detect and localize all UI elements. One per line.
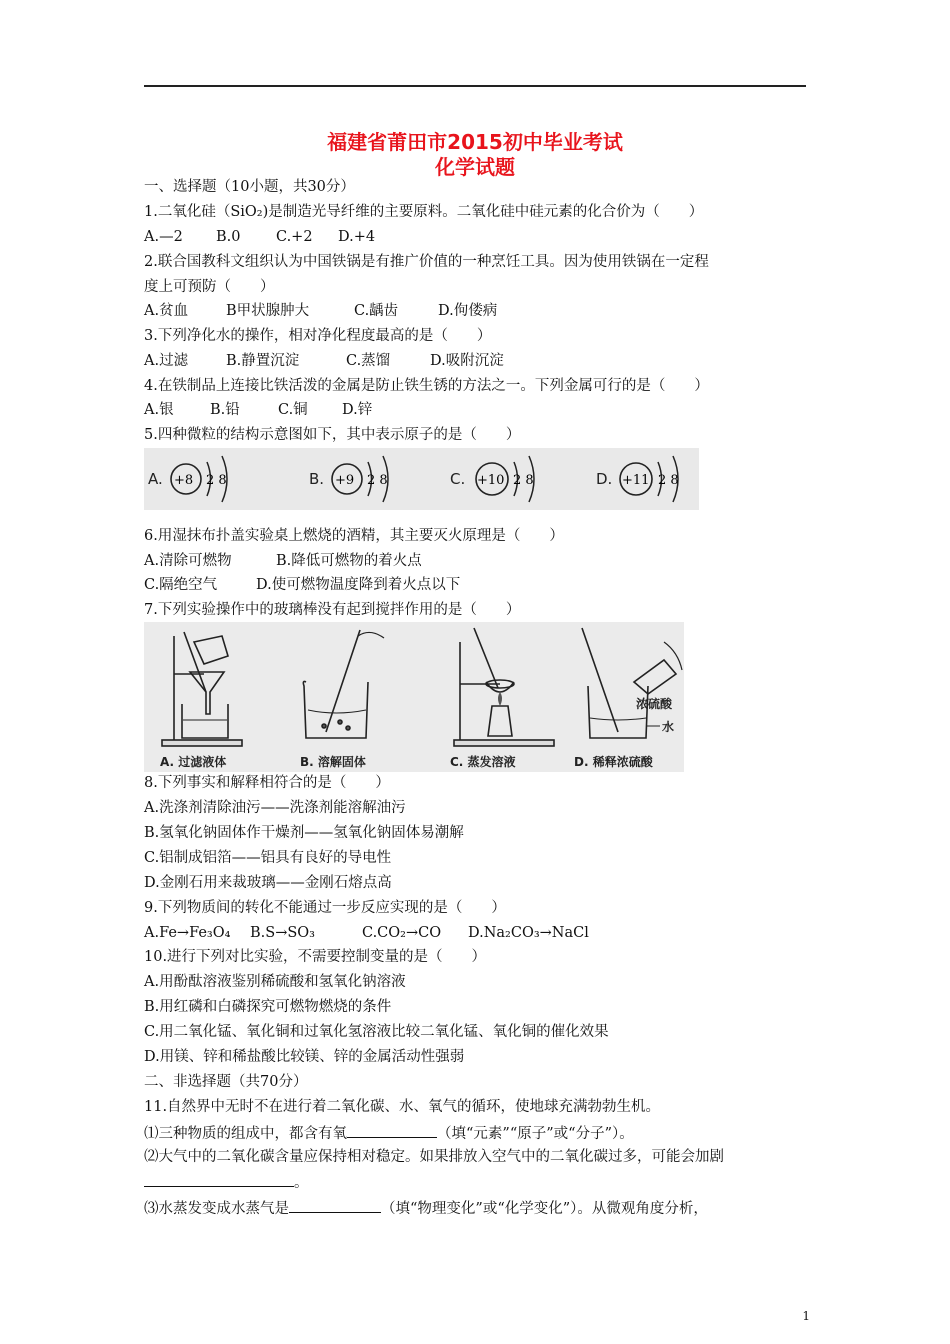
option: A.—2: [144, 229, 183, 245]
option: B.用红磷和白磷探究可燃物燃烧的条件: [144, 999, 392, 1015]
option: D.锌: [342, 402, 373, 418]
option-row: [144, 228, 375, 246]
option-row: [144, 924, 589, 942]
question-stem: 3.下列净化水的操作，相对净化程度最高的是（ ）: [144, 328, 492, 344]
section-heading: 二、非选择题（共70分）: [144, 1074, 308, 1090]
answer-blank[interactable]: [289, 1198, 381, 1213]
option: C.CO₂→CO: [362, 925, 442, 941]
question-stem-cont: 度上可预防（ ）: [144, 279, 275, 295]
option-row: [144, 401, 372, 419]
option: B甲状腺肿大: [226, 303, 310, 319]
header-rule: [144, 85, 806, 87]
option: B.铅: [210, 402, 240, 418]
option-row: [144, 352, 504, 370]
question-stem: 7.下列实验操作中的玻璃棒没有起到搅拌作用的是（ ）: [144, 602, 521, 618]
question-stem: 2.联合国教科文组织认为中国铁锅是有推广价值的一种烹饪工具。因为使用铁锅在一定程: [144, 254, 709, 270]
answer-blank[interactable]: [144, 1172, 294, 1187]
option-row: [144, 552, 422, 570]
subquestion-2-cont: 。: [144, 1172, 309, 1192]
svg-text:C.: C.: [450, 470, 466, 488]
option: B.静置沉淀: [226, 353, 300, 369]
question-stem: 8.下列事实和解释相符合的是（ ）: [144, 775, 390, 791]
option-row: [144, 302, 497, 320]
option: C.用二氧化锰、氧化铜和过氧化氢溶液比较二氧化锰、氧化铜的催化效果: [144, 1024, 609, 1040]
svg-text:+9: +9: [335, 473, 355, 488]
option: B.降低可燃物的着火点: [276, 553, 422, 569]
option: C.隔绝空气: [144, 577, 218, 593]
option: D.使可燃物温度降到着火点以下: [256, 577, 461, 593]
option: A.Fe→Fe₃O₄: [144, 925, 231, 941]
option: D.金刚石用来裁玻璃——金刚石熔点高: [144, 875, 392, 891]
option: C.蒸馏: [346, 353, 391, 369]
svg-text:2 8: 2 8: [206, 473, 227, 488]
question-stem: 9.下列物质间的转化不能通过一步反应实现的是（ ）: [144, 900, 506, 916]
option: D.用镁、锌和稀盐酸比较镁、锌的金属活动性强弱: [144, 1049, 465, 1065]
svg-text:B. 溶解固体: B. 溶解固体: [300, 755, 366, 769]
option: C.龋齿: [354, 303, 399, 319]
option: B.氢氧化钠固体作干燥剂——氢氧化钠固体易潮解: [144, 825, 464, 841]
svg-text:2 8: 2 8: [367, 473, 388, 488]
svg-text:+10: +10: [477, 473, 505, 488]
subquestion-1: ⑴三种物质的组成中，都含有氧 （填“元素”“原子”或“分子”）。: [144, 1123, 634, 1143]
svg-text:D. 稀释浓硫酸: D. 稀释浓硫酸: [574, 755, 653, 769]
section-heading: 一、选择题（10小题，共30分）: [144, 179, 355, 195]
option: D.佝偻病: [438, 303, 498, 319]
svg-text:水: 水: [662, 720, 675, 734]
page-number: 1: [802, 1309, 810, 1323]
question-stem: 5.四种微粒的结构示意图如下，其中表示原子的是（ ）: [144, 427, 521, 443]
svg-text:B.: B.: [309, 470, 325, 488]
option: D.+4: [338, 229, 376, 245]
option: A.清除可燃物: [144, 553, 232, 569]
exam-title: 福建省莆田市2015初中毕业考试: [327, 130, 623, 154]
svg-text:+11: +11: [622, 473, 650, 488]
svg-text:A. 过滤液体: A. 过滤液体: [160, 755, 227, 769]
svg-text:A.: A.: [148, 470, 163, 488]
exam-subtitle: 化学试题: [435, 155, 515, 179]
svg-text:C. 蒸发溶液: C. 蒸发溶液: [450, 755, 516, 769]
option: B.0: [216, 229, 241, 245]
lab-operations-figure: [144, 622, 684, 772]
option: C.铝制成铝箔——铝具有良好的导电性: [144, 850, 392, 866]
svg-text:2 8: 2 8: [513, 473, 534, 488]
subquestion-3: ⑶水蒸发变成水蒸气是 （填“物理变化”或“化学变化”）。从微观角度分析，: [144, 1198, 708, 1218]
option: A.贫血: [144, 303, 189, 319]
option: D.Na₂CO₃→NaCl: [468, 925, 589, 941]
option: A.过滤: [144, 353, 189, 369]
answer-blank[interactable]: [347, 1123, 437, 1138]
question-stem: 10.进行下列对比实验，不需要控制变量的是（ ）: [144, 949, 487, 965]
option: C.铜: [278, 402, 308, 418]
question-stem: 1.二氧化硅（SiO₂)是制造光导纤维的主要原料。二氧化硅中硅元素的化合价为（ ）: [144, 204, 704, 220]
option: B.S→SO₃: [250, 925, 315, 941]
option: A.银: [144, 402, 174, 418]
option-row: [144, 576, 460, 594]
svg-text:2 8: 2 8: [658, 473, 679, 488]
svg-text:D.: D.: [596, 470, 613, 488]
svg-text:+8: +8: [174, 473, 194, 488]
atomic-structure-figure: [144, 448, 699, 510]
option: A.用酚酞溶液鉴别稀硫酸和氢氧化钠溶液: [144, 974, 406, 990]
subquestion-2: ⑵大气中的二氧化碳含量应保持相对稳定。如果排放入空气中的二氧化碳过多，可能会加剧: [144, 1149, 724, 1165]
question-stem: 4.在铁制品上连接比铁活泼的金属是防止铁生锈的方法之一。下列金属可行的是（ ）: [144, 378, 709, 394]
question-stem: 6.用湿抹布扑盖实验桌上燃烧的酒精，其主要灭火原理是（ ）: [144, 528, 564, 544]
option: A.洗涤剂清除油污——洗涤剂能溶解油污: [144, 800, 406, 816]
option: D.吸附沉淀: [430, 353, 504, 369]
question-stem: 11.自然界中无时不在进行着二氧化碳、水、氧气的循环，使地球充满勃勃生机。: [144, 1099, 661, 1115]
option: C.+2: [276, 229, 313, 245]
svg-text:浓硫酸: 浓硫酸: [636, 697, 673, 711]
